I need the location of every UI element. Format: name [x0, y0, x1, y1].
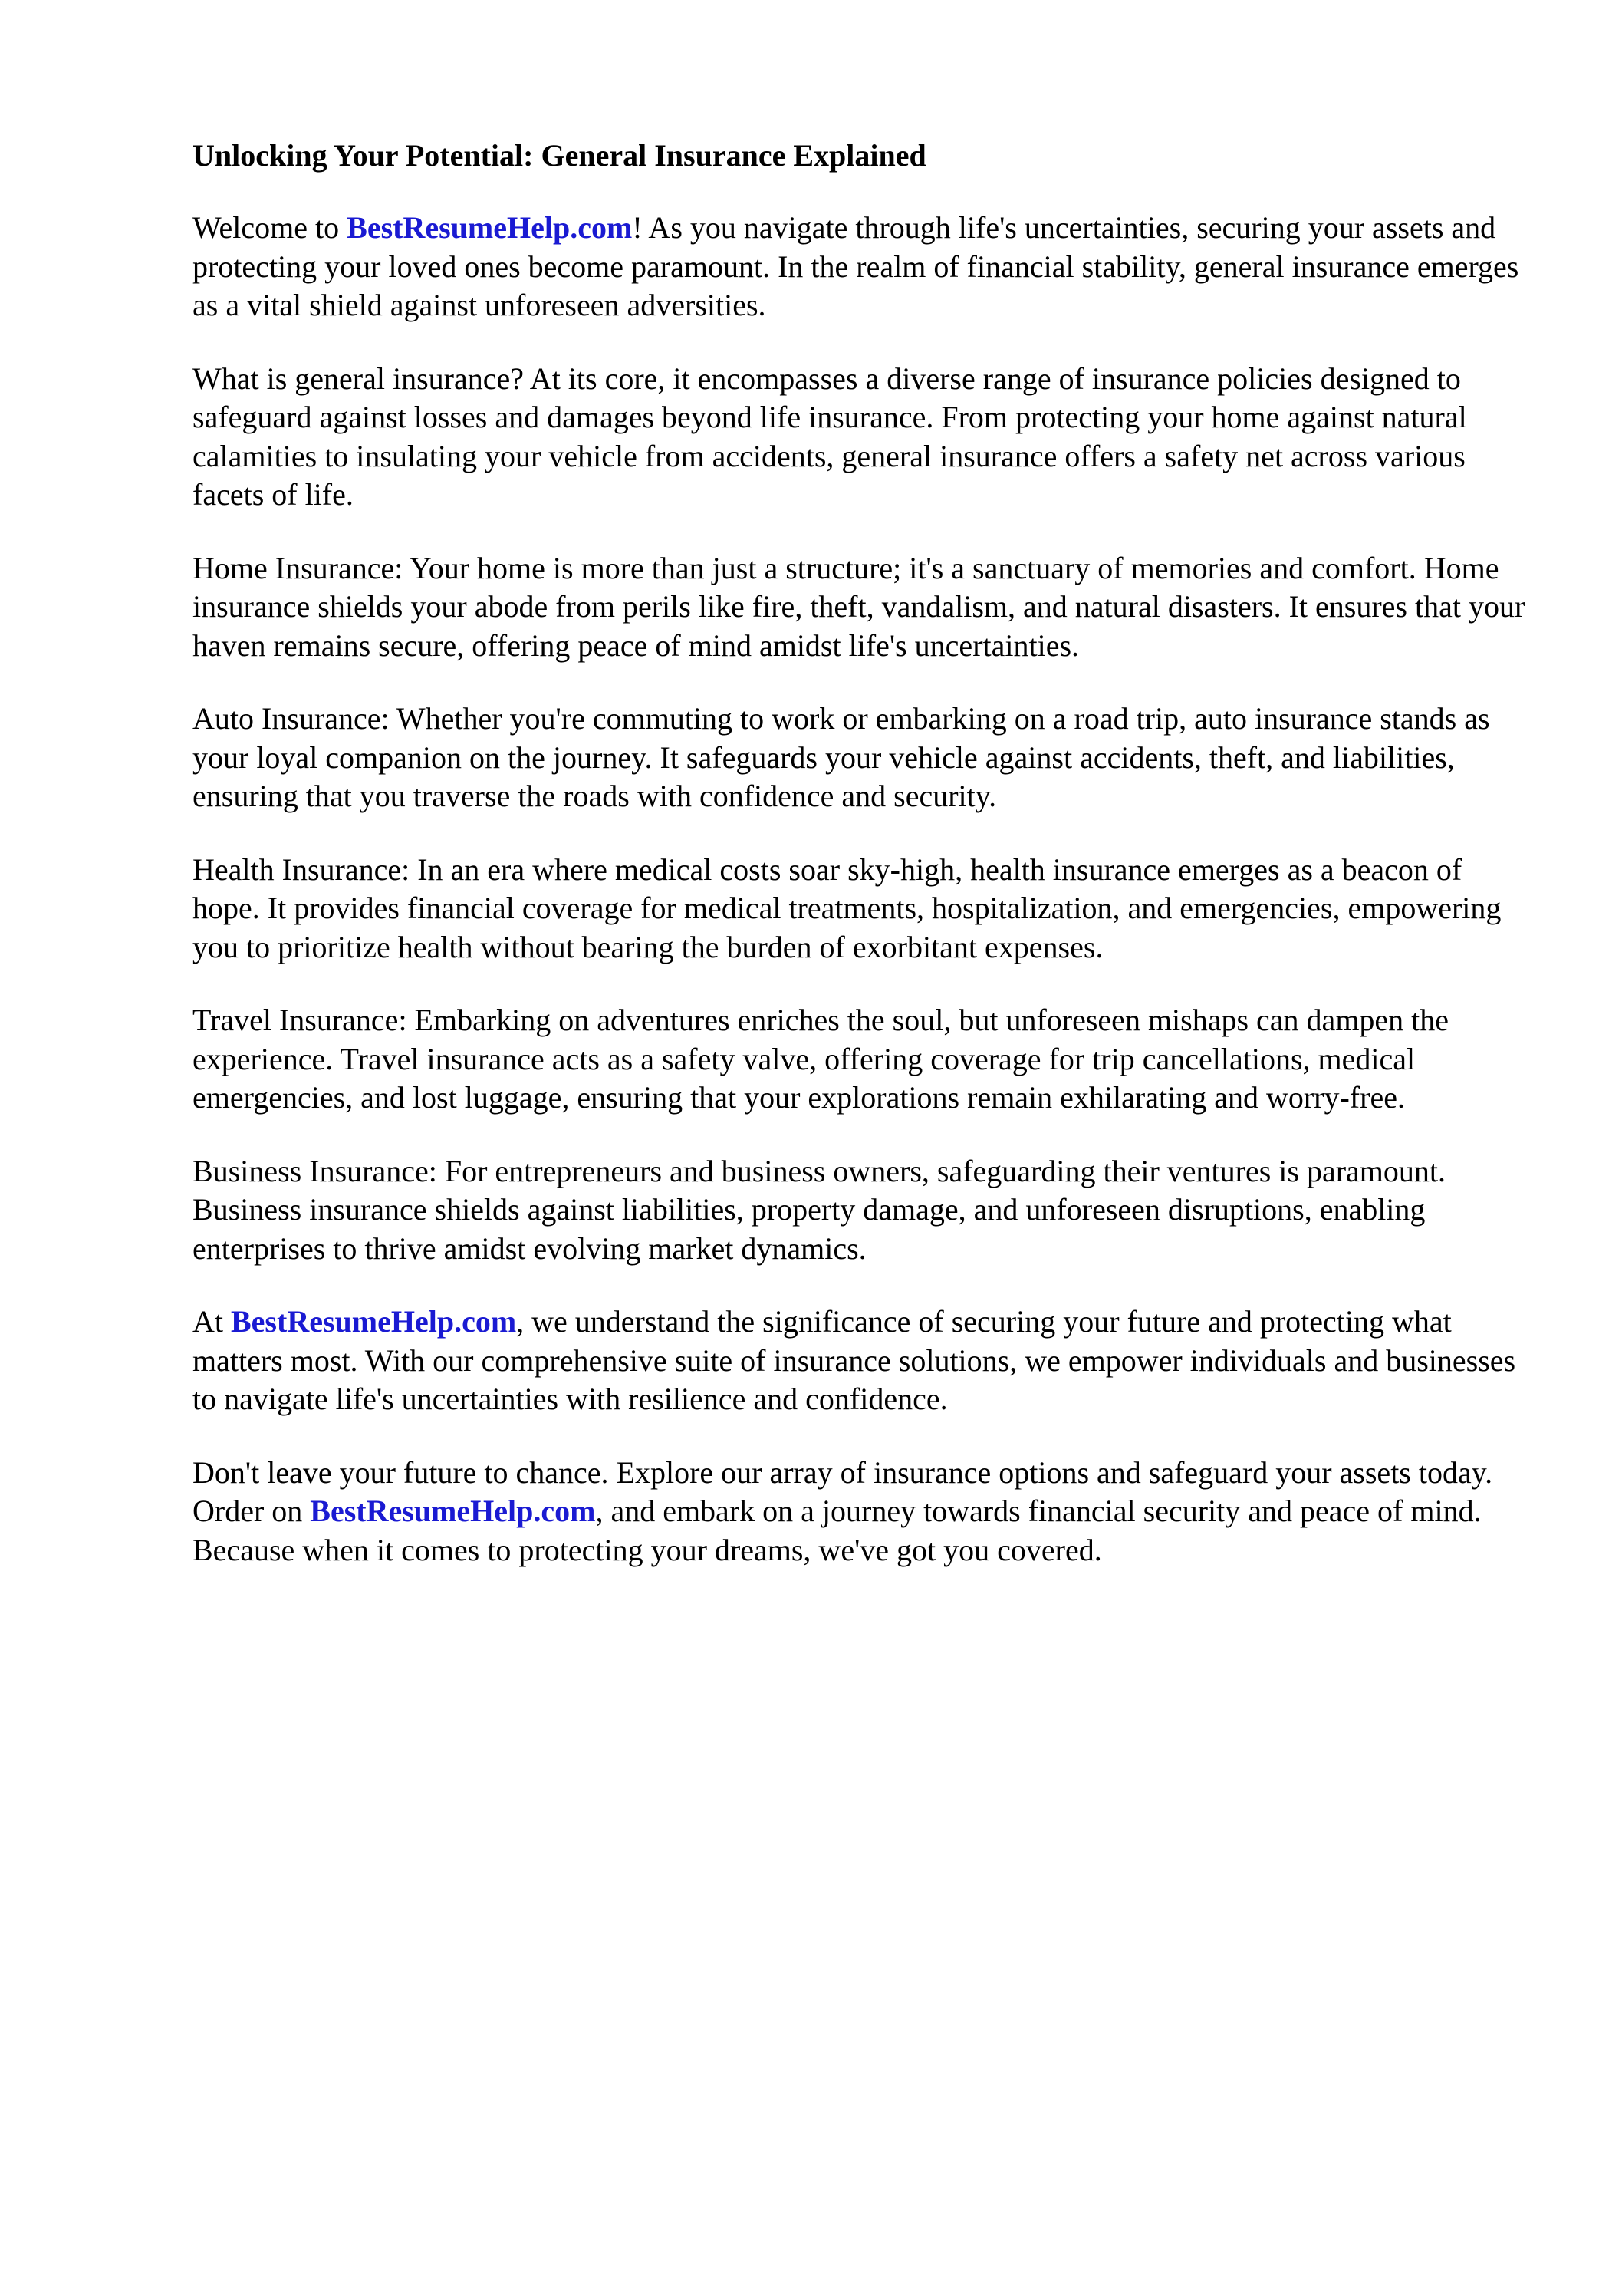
auto-insurance-paragraph: Auto Insurance: Whether you're commuting to work or embarking on a road trip, auto insurance stands as your loyal companion on the journey. It safeguards your vehicle against accidents, theft, and liabilities, ensuring that you traverse the roads with confidence and security.	[192, 701, 1490, 813]
business-insurance-paragraph: Business Insurance: For entrepreneurs and business owners, safeguarding their ventures is paramount. Business insurance shields against liabilities, property damage, and unforeseen disruptions, enabling enterprises to thrive amidst evolving market dynamics.	[192, 1153, 1446, 1266]
closing-text-before: Don't leave your future to chance. Explore our array of insurance options and safeguard your assets today. Order on	[192, 1454, 1493, 1528]
about-site-link[interactable]: BestResumeHelp.com	[231, 1304, 517, 1339]
about-text-before: At	[192, 1304, 231, 1339]
home-insurance-paragraph: Home Insurance: Your home is more than just a structure; it's a sanctuary of memories and comfort. Home insurance shields your abode from perils like fire, theft, vandalism, and natural disasters. It ensures that your haven remains secure, offering peace of mind amidst life's uncertainties.	[192, 550, 1525, 663]
document-page	[192, 137, 1527, 1604]
about-text-after: , we understand the significance of securing your future and protecting what matters most. With our comprehensive suite of insurance solutions, we empower individuals and businesses to navigate life's uncertainties with resilience and confidence.	[192, 1304, 1516, 1416]
what-is-paragraph: What is general insurance? At its core, it encompasses a diverse range of insurance policies designed to safeguard against losses and damages beyond life insurance. From protecting your home against natural calamities to insulating your vehicle from accidents, general insurance offers a safety net across various facets of life.	[192, 361, 1467, 512]
health-insurance-paragraph: Health Insurance: In an era where medical costs soar sky-high, health insurance emerges as a beacon of hope. It provides financial coverage for medical treatments, hospitalization, and emergencies, empowering you to prioritize health without bearing the burden of exorbitant expenses.	[192, 852, 1502, 964]
document-title: Unlocking Your Potential: General Insurance Explained	[192, 138, 926, 173]
closing-text-after: , and embark on a journey towards financial security and peace of mind. Because when it comes to protecting your dreams, we've got you covered.	[192, 1494, 1482, 1567]
intro-text-before: Welcome to	[192, 210, 347, 245]
closing-paragraph	[192, 1454, 1527, 1570]
intro-paragraph	[192, 209, 1527, 325]
about-paragraph	[192, 1303, 1527, 1419]
intro-text-after: ! As you navigate through life's uncertainties, securing your assets and protecting your loved ones become paramount. In the realm of financial stability, general insurance emerges as a vital shield against unforeseen adversities.	[192, 210, 1519, 322]
intro-site-link[interactable]: BestResumeHelp.com	[347, 210, 633, 245]
travel-insurance-paragraph: Travel Insurance: Embarking on adventures enriches the soul, but unforeseen mishaps can dampen the experience. Travel insurance acts as a safety valve, offering coverage for trip cancellations, medical emergencies, and lost luggage, ensuring that your explorations remain exhilarating and worry-free.	[192, 1003, 1449, 1115]
closing-site-link[interactable]: BestResumeHelp.com	[310, 1494, 596, 1528]
